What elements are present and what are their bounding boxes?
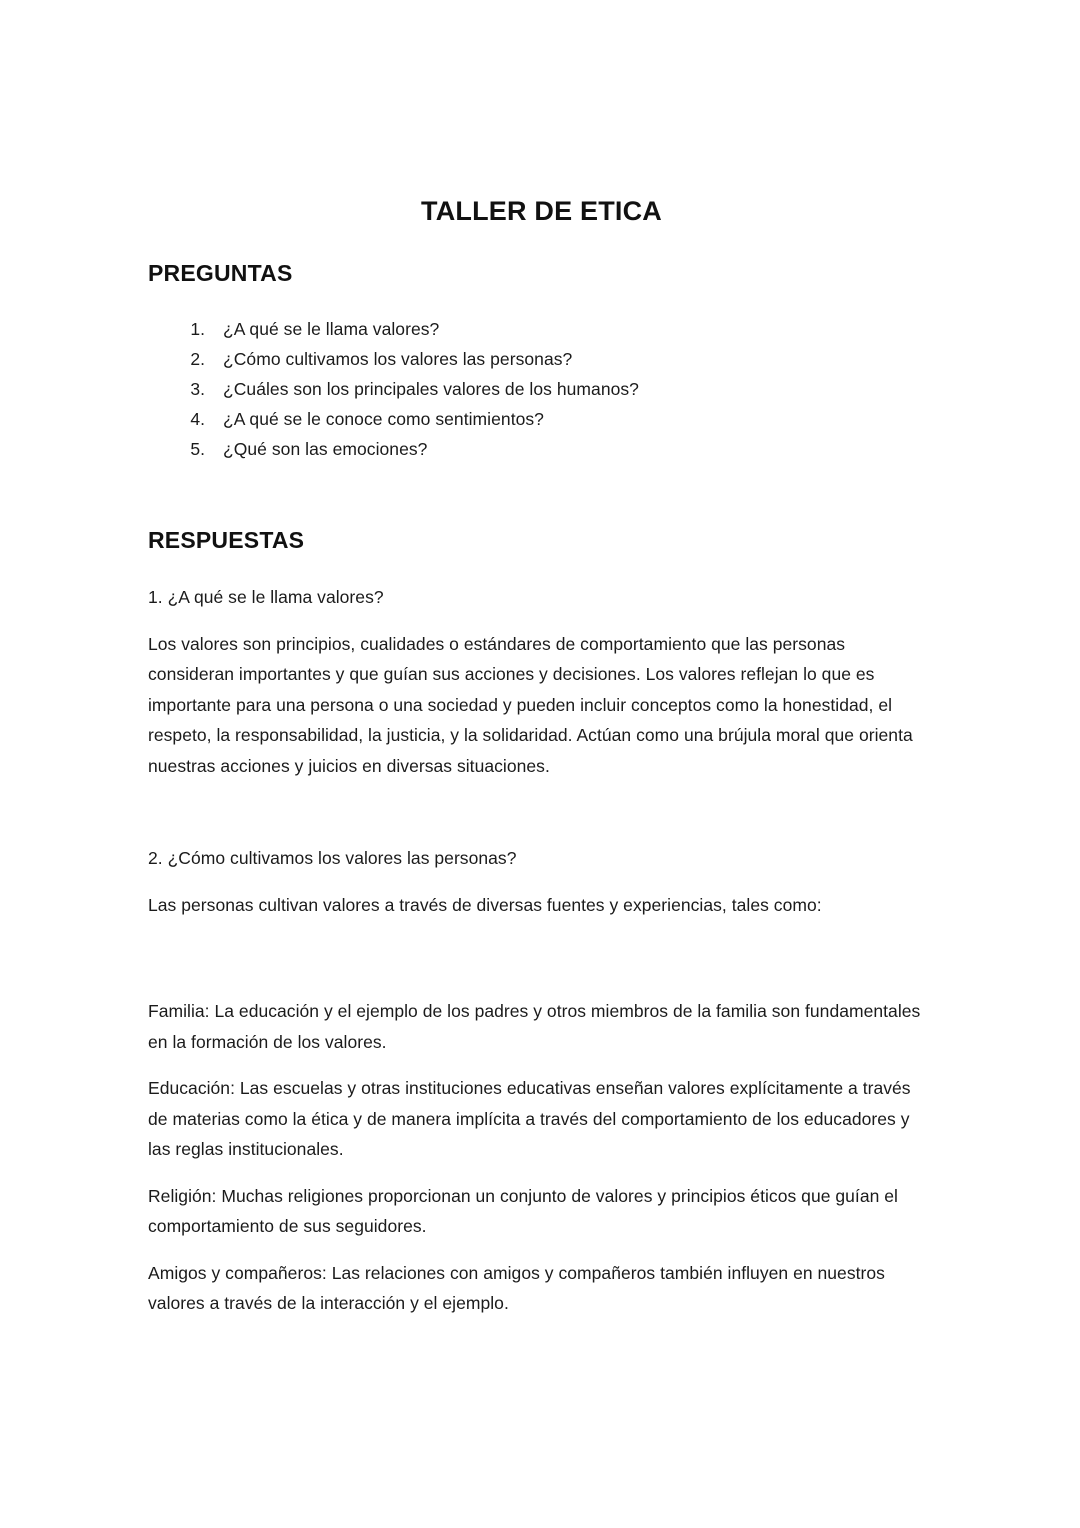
list-item: 4. ¿A qué se le conoce como sentimientos? <box>210 404 935 434</box>
answer-body-2: Las personas cultivan valores a través de diversas fuentes y experiencias, tales como: <box>148 894 822 915</box>
answer-source-familia: Familia: La educación y el ejemplo de los padres y otros miembros de la familia son fundamentales en la formación de los valores. <box>148 1001 921 1052</box>
list-item: 1. ¿A qué se le llama valores? <box>210 314 935 344</box>
answer-question-1: 1. ¿A qué se le llama valores? <box>148 587 384 608</box>
answer-source-amigos: Amigos y compañeros: Las relaciones con amigos y compañeros también influyen en nuestros valores a través de la interacción y el ejemplo. <box>148 1262 885 1314</box>
answer-source-educacion: Educación: Las escuelas y otras instituciones educativas enseñan valores explícitamente a través de materias como la ética y de manera implícita a través del comportamiento de los educadores y las reglas institucionales. <box>148 1078 911 1160</box>
list-item: 2. ¿Cómo cultivamos los valores las personas? <box>210 344 935 374</box>
list-item: 3. ¿Cuáles son los principales valores de los humanos? <box>210 374 935 404</box>
answer-source-religion: Religión: Muchas religiones proporcionan un conjunto de valores y principios éticos que guían el comportamiento de sus seguidores. <box>148 1185 898 1237</box>
answer-body-1: Los valores son principios, cualidades o estándares de comportamiento que las personas consideran importantes y que guían sus acciones y decisiones. Los valores reflejan lo que es importante para una persona o una sociedad y pueden incluir conceptos como la honestidad, el respeto, la responsabilidad, la justicia, y la solidaridad. Actúan como una brújula moral que orienta nuestras acciones y juicios en diversas situaciones. <box>148 633 913 776</box>
section-heading-preguntas: PREGUNTAS <box>148 260 293 287</box>
answer-block-2 <box>148 843 935 1319</box>
section-heading-respuestas: RESPUESTAS <box>148 526 305 553</box>
answer-block-1 <box>148 582 935 781</box>
answer-question-2: 2. ¿Cómo cultivamos los valores las personas? <box>148 848 517 869</box>
questions-list <box>148 314 935 464</box>
page-title: TALLER DE ETICA <box>421 196 662 226</box>
list-item: 5. ¿Qué son las emociones? <box>210 434 935 464</box>
